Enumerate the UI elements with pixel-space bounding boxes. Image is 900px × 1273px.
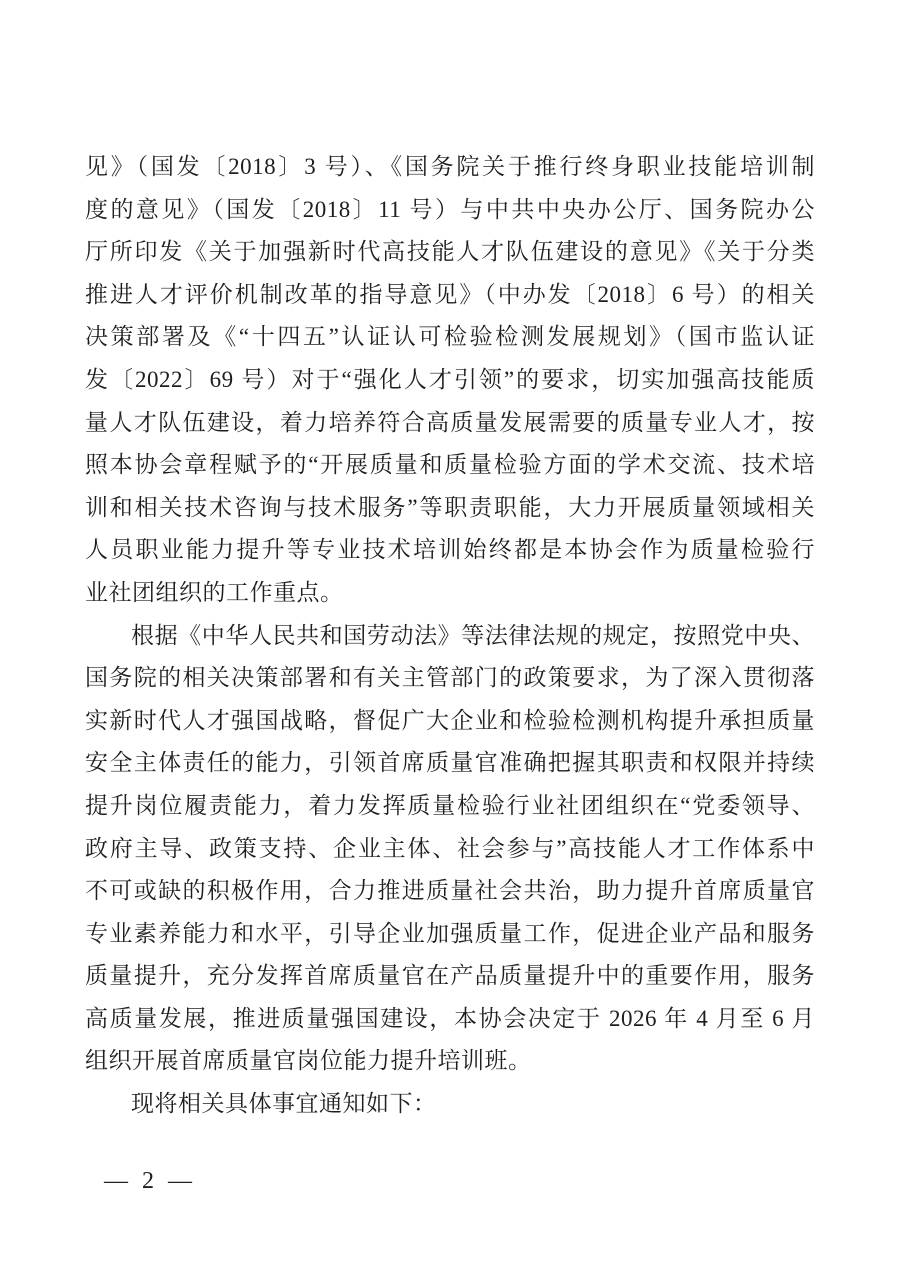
text-line: 厅所印发《关于加强新时代高技能人才队伍建设的意见》《关于分类 (85, 239, 815, 265)
text-line: 国务院的相关决策部署和有关主管部门的政策要求，为了深入贯彻落 (85, 665, 815, 691)
text-line: 根据《中华人民共和国劳动法》等法律法规的规定，按照党中央、 (131, 622, 815, 648)
text-line: 训和相关技术咨询与技术服务”等职责职能，大力开展质量领域相关 (85, 494, 815, 520)
paragraph (85, 146, 815, 615)
text-line: 人员职业能力提升等专业技术培训始终都是本协会作为质量检验行 (85, 537, 815, 563)
text-line: 高质量发展，推进质量强国建设，本协会决定于 2026 年 4 月至 6 月 (85, 1005, 815, 1031)
page-number: — 2 — (104, 1168, 196, 1194)
text-line: 度的意见》（国发〔2018〕11 号）与中共中央办公厅、国务院办公 (85, 196, 815, 222)
text-line: 见》（国发〔2018〕3 号）、《国务院关于推行终身职业技能培训制 (85, 154, 815, 179)
text-line: 决策部署及《“十四五”认证认可检验检测发展规划》（国市监认证 (85, 324, 815, 350)
text-line: 组织开展首席质量官岗位能力提升培训班。 (85, 1048, 532, 1074)
text-line: 实新时代人才强国战略，督促广大企业和检验检测机构提升承担质量 (85, 707, 815, 733)
document-text (85, 146, 815, 1126)
paragraph (85, 615, 815, 1084)
text-line: 现将相关具体事宜通知如下： (131, 1091, 437, 1117)
text-line: 业社团组织的工作重点。 (85, 579, 344, 605)
text-line: 不可或缺的积极作用，合力推进质量社会共治，助力提升首席质量官 (85, 878, 815, 904)
text-line: 质量提升，充分发挥首席质量官在产品质量提升中的重要作用，服务 (85, 963, 815, 989)
text-line: 专业素养能力和水平，引导企业加强质量工作，促进企业产品和服务 (85, 920, 815, 946)
text-line: 提升岗位履责能力，着力发挥质量检验行业社团组织在“党委领导、 (85, 792, 815, 818)
text-line: 发〔2022〕69 号）对于“强化人才引领”的要求，切实加强高技能质 (85, 366, 815, 392)
text-line: 推进人才评价机制改革的指导意见》（中办发〔2018〕6 号）的相关 (85, 281, 815, 307)
text-line: 安全主体责任的能力，引领首席质量官准确把握其职责和权限并持续 (85, 750, 815, 776)
text-line: 照本协会章程赋予的“开展质量和质量检验方面的学术交流、技术培 (85, 452, 815, 478)
text-line: 量人才队伍建设，着力培养符合高质量发展需要的质量专业人才，按 (85, 409, 815, 435)
text-line: 政府主导、政策支持、企业主体、社会参与”高技能人才工作体系中 (85, 835, 815, 861)
paragraph (85, 1083, 815, 1126)
